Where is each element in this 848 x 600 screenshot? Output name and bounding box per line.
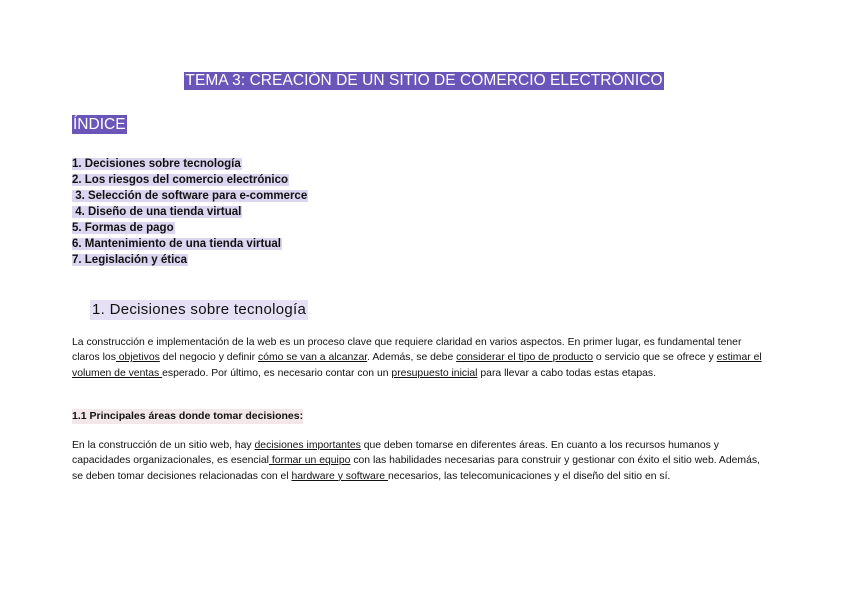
underlined-phrase: presupuesto inicial: [391, 367, 478, 379]
paragraph-text: o servicio que se ofrece y: [593, 352, 717, 364]
toc-item-label: 7. Legislación y ética: [72, 254, 188, 266]
toc-item: [72, 156, 308, 172]
subsection-heading: 1.1 Principales áreas donde tomar decisiones:: [72, 410, 304, 422]
toc-item-label: 2. Los riesgos del comercio electrónico: [72, 174, 289, 186]
underlined-phrase: estimar el volumen de ventas: [72, 352, 762, 379]
paragraph-text: que deben tomarse en diferentes áreas. En cuanto a los recursos humanos y capacidades organizacionales, es esencial: [72, 440, 719, 467]
toc-item: [72, 204, 308, 220]
underlined-phrase: objetivos: [115, 352, 160, 364]
toc-item-label: 3. Selección de software para e-commerce: [72, 190, 308, 202]
underlined-phrase: hardware y software: [291, 470, 388, 482]
paragraph-text: La construcción e implementación de la web es un proceso clave que requiere claridad en varios aspectos. En primer lugar, es fundamental tener claros los: [72, 337, 742, 364]
table-of-contents: [72, 156, 308, 268]
toc-item: [72, 220, 308, 236]
paragraph-text: para llevar a cabo todas estas etapas.: [477, 367, 656, 379]
underlined-phrase: decisiones importantes: [254, 440, 361, 451]
underlined-phrase: cómo se van a alcanzar: [258, 352, 368, 364]
paragraph-text: del negocio y definir: [159, 352, 258, 364]
page-title: TEMA 3: CREACIÓN DE UN SITIO DE COMERCIO ELECTRÓNICO: [185, 72, 663, 89]
body-paragraph: [72, 335, 772, 381]
toc-item-label: 4. Diseño de una tienda virtual: [72, 206, 242, 218]
toc-item: [72, 236, 308, 252]
toc-item: [72, 188, 308, 204]
toc-item-label: 6. Mantenimiento de una tienda virtual: [72, 238, 281, 250]
index-heading: ÍNDICE: [73, 116, 126, 133]
toc-item: [72, 252, 308, 268]
toc-item: [72, 172, 308, 188]
underlined-phrase: considerar el tipo de producto: [456, 352, 594, 364]
section-heading: 1. Decisiones sobre tecnología: [92, 301, 307, 318]
toc-item-label: 5. Formas de pago: [72, 222, 174, 234]
underlined-phrase: formar un equipo: [268, 455, 351, 467]
body-paragraph: [72, 438, 772, 484]
paragraph-text: necesarios, las telecomunicaciones y el diseño del sitio en sí.: [387, 470, 671, 482]
paragraph-text: esperado. Por último, es necesario contar con un: [162, 367, 392, 379]
paragraph-text: En la construcción de un sitio web, hay: [72, 440, 255, 451]
toc-item-label: 1. Decisiones sobre tecnología: [72, 158, 241, 170]
paragraph-text: . Además, se debe: [367, 352, 457, 364]
page-title-container: [0, 72, 848, 90]
paragraph-text: con las habilidades necesarias para construir y gestionar con éxito el sitio web. Además, se deben tomar decisiones relacionadas con el: [72, 455, 760, 482]
